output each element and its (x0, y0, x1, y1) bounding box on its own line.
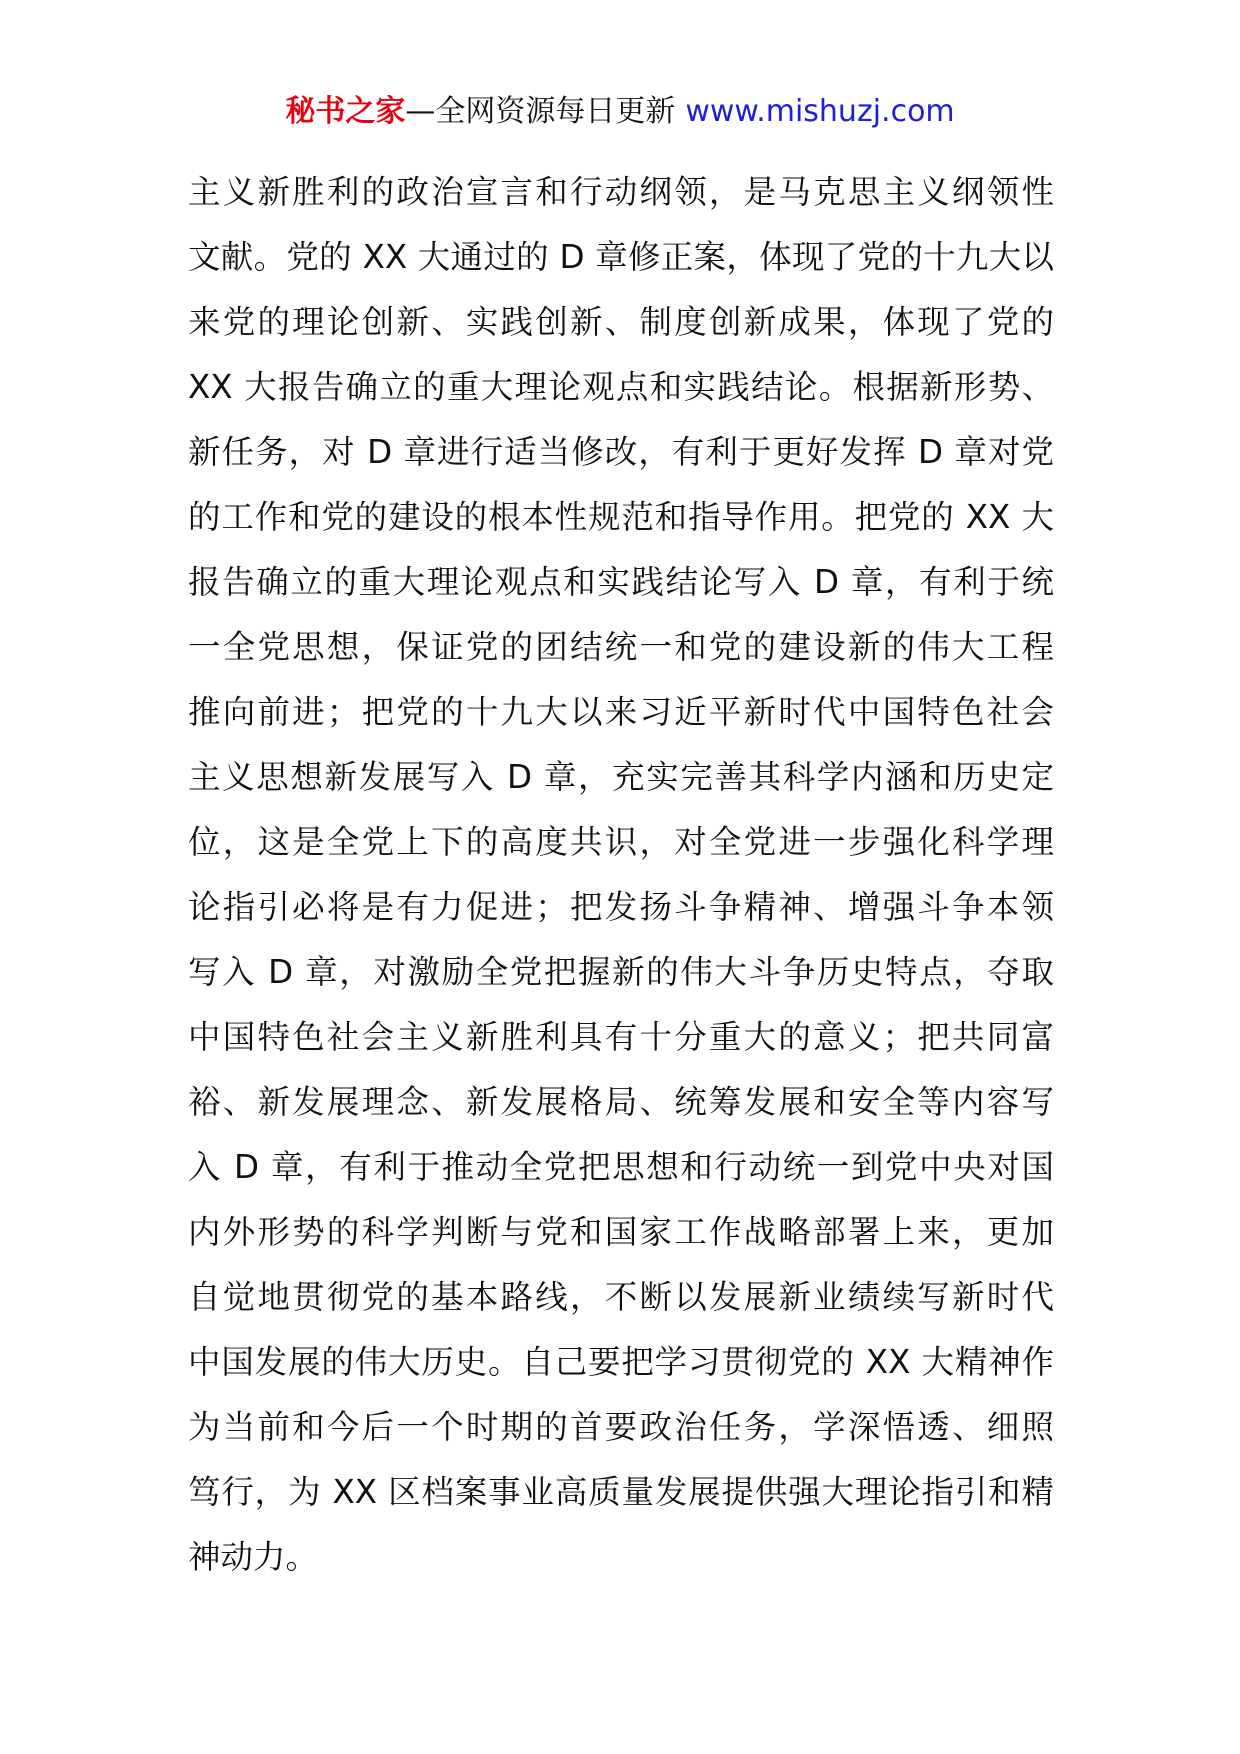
text-line: XX 大报告确立的重大理论观点和实践结论。根据新形势、 (188, 368, 1054, 406)
text-line: 的工作和党的建设的根本性规范和指导作用。把党的 XX 大 (188, 498, 1054, 536)
text-line-last: 神动力。 (188, 1538, 319, 1576)
site-url-link[interactable]: www.mishuzj.com (685, 94, 955, 129)
text-line: 报告确立的重大理论观点和实践结论写入 D 章，有利于统 (188, 563, 1054, 601)
text-line: 为当前和今后一个时期的首要政治任务，学深悟透、细照 (188, 1408, 1054, 1446)
site-header (0, 92, 1240, 132)
document-body (188, 160, 1054, 1590)
text-line: 推向前进；把党的十九大以来习近平新时代中国特色社会 (188, 693, 1054, 731)
text-line: 位，这是全党上下的高度共识，对全党进一步强化科学理 (188, 823, 1054, 861)
text-line: 主义思想新发展写入 D 章，充实完善其科学内涵和历史定 (188, 758, 1054, 796)
text-line: 主义新胜利的政治宣言和行动纲领，是马克思主义纲领性 (188, 173, 1054, 211)
text-line: 写入 D 章，对激励全党把握新的伟大斗争历史特点，夺取 (188, 953, 1054, 991)
text-line: 来党的理论创新、实践创新、制度创新成果，体现了党的 (188, 303, 1054, 341)
text-line: 内外形势的科学判断与党和国家工作战略部署上来，更加 (188, 1213, 1054, 1251)
text-line: 中国特色社会主义新胜利具有十分重大的意义；把共同富 (188, 1018, 1054, 1056)
text-line: 裕、新发展理念、新发展格局、统筹发展和安全等内容写 (188, 1083, 1054, 1121)
header-tagline: —全网资源每日更新 (405, 94, 676, 129)
brand-name: 秘书之家 (285, 94, 406, 129)
text-line: 新任务，对 D 章进行适当修改，有利于更好发挥 D 章对党 (188, 433, 1054, 471)
text-line: 一全党思想，保证党的团结统一和党的建设新的伟大工程 (188, 628, 1054, 666)
text-line: 文献。党的 XX 大通过的 D 章修正案，体现了党的十九大以 (188, 238, 1054, 276)
text-line: 中国发展的伟大历史。自己要把学习贯彻党的 XX 大精神作 (188, 1343, 1054, 1381)
text-line: 论指引必将是有力促进；把发扬斗争精神、增强斗争本领 (188, 888, 1054, 926)
text-line: 笃行，为 XX 区档案事业高质量发展提供强大理论指引和精 (188, 1473, 1054, 1511)
text-line: 入 D 章，有利于推动全党把思想和行动统一到党中央对国 (188, 1148, 1054, 1186)
text-line: 自觉地贯彻党的基本路线，不断以发展新业绩续写新时代 (188, 1278, 1054, 1316)
